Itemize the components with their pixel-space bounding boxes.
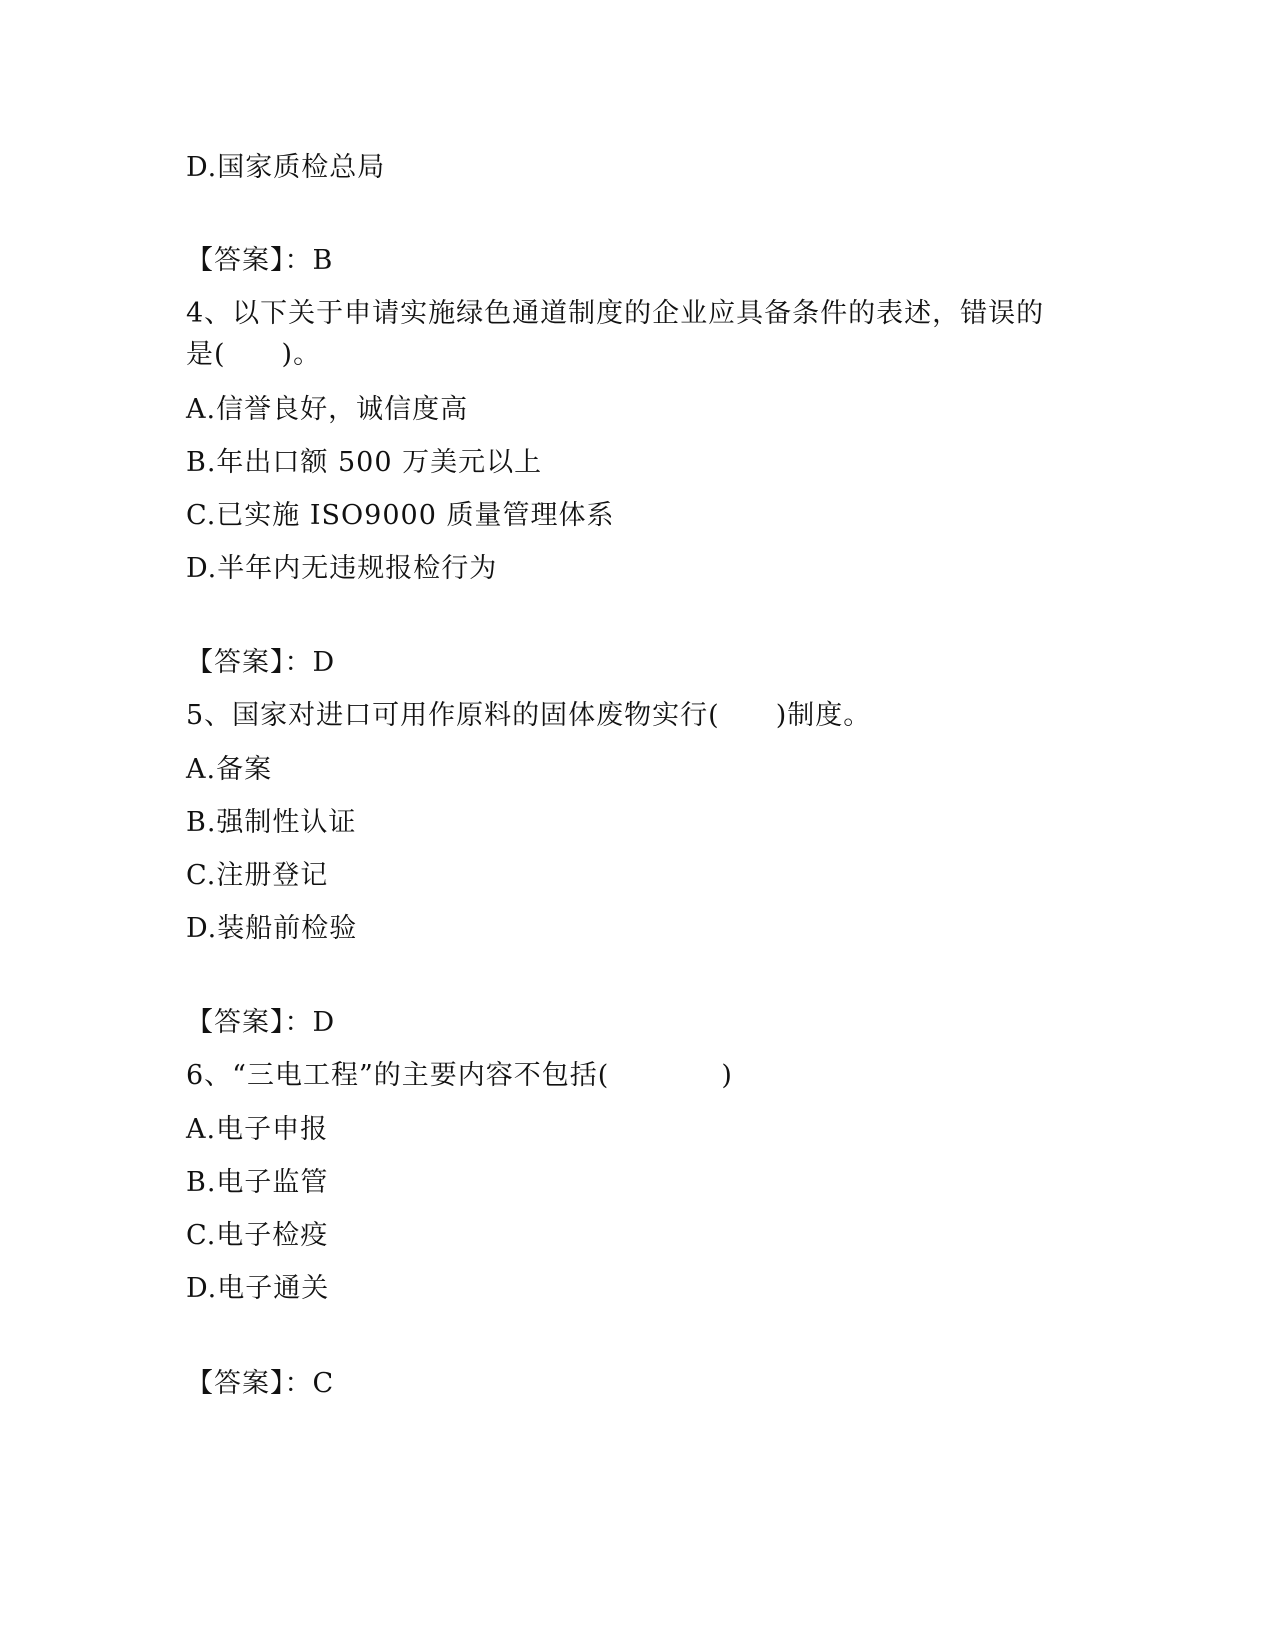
- q6-option-b: B.电子监管: [186, 1167, 329, 1198]
- q5-option-d: D.装船前检验: [186, 913, 358, 944]
- q4-option-b: B.年出口额 500 万美元以上: [186, 447, 543, 478]
- q4-stem-line2: 是( )。: [186, 339, 322, 370]
- q4-answer: 【答案】：D: [186, 647, 336, 678]
- q5-stem: 5、国家对进口可用作原料的固体废物实行( )制度。: [186, 700, 872, 731]
- q5-option-c: C.注册登记: [186, 860, 329, 891]
- q4-option-c: C.已实施 ISO9000 质量管理体系: [186, 500, 615, 531]
- q6-option-c: C.电子检疫: [186, 1220, 329, 1251]
- q4-stem-line1: 4、以下关于申请实施绿色通道制度的企业应具备条件的表述，错误的: [186, 298, 1045, 329]
- q6-stem: 6、“三电工程”的主要内容不包括( ): [186, 1060, 733, 1091]
- q6-answer: 【答案】：C: [186, 1368, 335, 1399]
- q4-option-d: D.半年内无违规报检行为: [186, 553, 498, 584]
- q5-option-b: B.强制性认证: [186, 807, 357, 838]
- q4-option-a: A.信誉良好，诚信度高: [186, 394, 469, 425]
- q3-option-d: D.国家质检总局: [186, 152, 386, 183]
- q3-answer: 【答案】：B: [186, 245, 334, 276]
- q6-option-d: D.电子通关: [186, 1273, 330, 1304]
- q6-option-a: A.电子申报: [186, 1114, 329, 1145]
- q5-option-a: A.备案: [186, 754, 273, 785]
- q5-answer: 【答案】：D: [186, 1007, 336, 1038]
